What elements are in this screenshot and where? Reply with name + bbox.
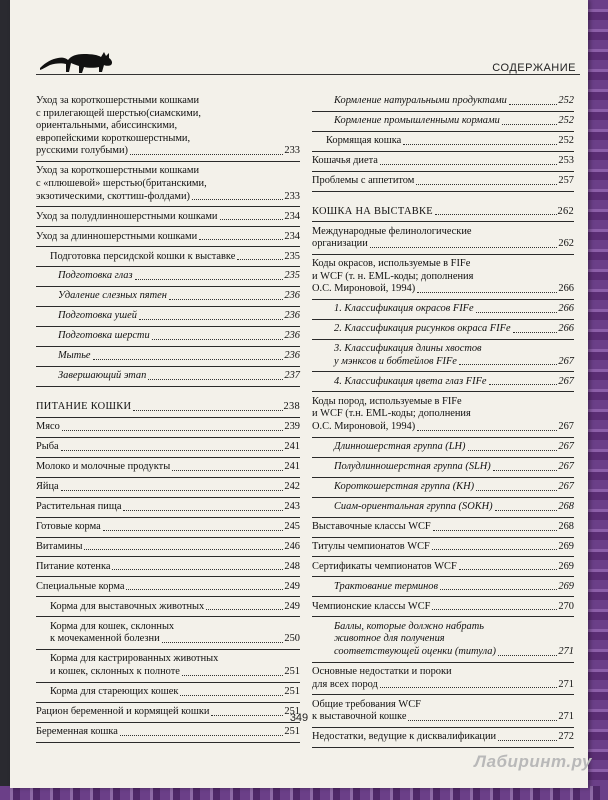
dot-leader (62, 430, 284, 431)
dot-leader (206, 609, 283, 610)
toc-entry-last-line (334, 481, 574, 494)
toc-entry-page: 266 (558, 323, 574, 335)
toc-entry-title-line: Трактование терминов (334, 580, 439, 592)
toc-entry-last-line (58, 270, 300, 283)
toc-entry (312, 396, 574, 434)
dot-leader (459, 364, 558, 365)
toc-entry-page: 267 (558, 420, 574, 432)
toc-entry-page: 243 (284, 500, 300, 512)
dot-leader (93, 359, 284, 360)
toc-entry-last-line (36, 561, 300, 574)
toc-entry-last-line (326, 135, 574, 148)
toc-entry-last-line (312, 175, 574, 188)
toc-entry-page: 267 (558, 355, 574, 367)
toc-entry (312, 135, 574, 148)
toc-entry-page: 267 (558, 480, 574, 492)
toc-entry (36, 501, 300, 514)
toc-entry-page: 251 (284, 705, 300, 717)
dot-leader (135, 279, 284, 280)
dot-leader (433, 530, 558, 531)
toc-entry-page: 266 (558, 303, 574, 315)
toc-entry-last-line (58, 290, 300, 303)
toc-entry (36, 350, 300, 363)
dot-leader (459, 569, 558, 570)
toc-entry-title-line: русскими голубыми) (36, 145, 128, 157)
toc-entry (36, 270, 300, 283)
toc-entry-title-line: 2. Классификация рисунков окраса FIFe (334, 323, 511, 335)
toc-entry-last-line (312, 283, 574, 296)
toc-entry-page: 269 (558, 540, 574, 552)
toc-entry-last-line (50, 633, 300, 646)
toc-entry-page: 268 (558, 500, 574, 512)
toc-entry-title-line: Проблемы с аппетитом (312, 174, 415, 186)
toc-entry-title-line: Растительная пища (36, 500, 122, 512)
toc-entry-title-line: Мясо (36, 420, 60, 432)
toc-entry-last-line (36, 441, 300, 454)
toc-entry-last-line (50, 666, 300, 679)
toc-entry-title-line: Подготовка ушей (58, 310, 137, 322)
toc-entry-title-line: экзотическими, скоттиш-фолдами) (36, 190, 190, 202)
toc-entry (36, 653, 300, 678)
toc-entry-title-line: Длинношерстная группа (LH) (334, 440, 466, 452)
toc-entry-page: 271 (558, 678, 574, 690)
toc-entry-title-line: и WCF (т.н. EML-коды; дополнения (312, 408, 471, 420)
toc-entry-page: 236 (284, 350, 300, 362)
toc-entry-last-line (36, 231, 300, 244)
toc-entry-last-line (36, 481, 300, 494)
toc-entry-title-line: Корма для стареющих кошек (50, 685, 179, 697)
toc-entry (36, 211, 300, 224)
toc-entry-last-line (334, 303, 574, 316)
toc-entry (312, 155, 574, 168)
book-page-edge (0, 786, 608, 800)
dot-leader (61, 490, 284, 491)
toc-entry-title-line: у мэнксов и бобтейлов FIFe (334, 355, 457, 367)
toc-entry-last-line (36, 421, 300, 434)
toc-entry (312, 731, 574, 744)
toc-entry-last-line (58, 330, 300, 343)
dot-leader (84, 549, 283, 550)
toc-entry (312, 666, 574, 691)
dot-leader (148, 379, 283, 380)
toc-entry-last-line (36, 145, 300, 158)
toc-entry-page: 262 (557, 205, 574, 217)
dot-leader (416, 184, 557, 185)
toc-entry-title-line: Уход за полудлинношерстными кошками (36, 210, 218, 222)
toc-entry (36, 521, 300, 534)
toc-entry-page: 241 (284, 460, 300, 472)
toc-entry-last-line (312, 561, 574, 574)
toc-entry (312, 601, 574, 614)
toc-entry (312, 95, 574, 108)
toc-entry-title-line: Кошачья диета (312, 154, 378, 166)
toc-entry-title-line: для всех пород (312, 678, 378, 690)
toc-entry-title-line: О.С. Мироновой, 1994) (312, 420, 416, 432)
toc-entry-page: 262 (558, 238, 574, 250)
toc-entry-title-line: к мочекаменной болезни (50, 633, 160, 645)
toc-entry-page: 270 (558, 600, 574, 612)
toc-entry (36, 481, 300, 494)
running-head: СОДЕРЖАНИЕ (492, 62, 576, 74)
toc-entry-title-line: Коды окрасов, используемые в FIFe (312, 258, 471, 270)
toc-entry-page: 269 (558, 560, 574, 572)
toc-entry-last-line (58, 310, 300, 323)
toc-entry-title-line: Питание котенка (36, 560, 111, 572)
toc-entry-title-line: Подготовка шерсти (58, 330, 150, 342)
toc-section-heading (36, 401, 300, 414)
dot-leader (130, 154, 283, 155)
toc-entry (312, 521, 574, 534)
book-binding-edge (586, 0, 608, 800)
toc-entry-title-line: европейскими короткошерстными, (36, 132, 191, 144)
toc-entry-page: 241 (284, 440, 300, 452)
dot-leader (103, 530, 284, 531)
toc-entry-title-line: и WCF (т. н. EML-коды; дополнения (312, 270, 474, 282)
toc-entry-title-line: Готовые корма (36, 520, 101, 532)
toc-entry (36, 621, 300, 646)
toc-entry-title-line: ПИТАНИЕ КОШКИ (36, 401, 132, 412)
toc-entry-title-line: Основные недостатки и пороки (312, 666, 452, 677)
toc-entry-last-line (50, 686, 300, 699)
toc-entry-title-line: 1. Классификация окрасов FIFe (334, 303, 474, 315)
toc-entry-title-line: Рацион беременной и кормящей кошки (36, 705, 210, 717)
toc-entry-page: 250 (284, 633, 300, 645)
toc-entry-title-line: ориентальными, абиссинскими, (36, 120, 178, 132)
dot-leader (192, 199, 283, 200)
toc-entry (36, 461, 300, 474)
dot-leader (468, 450, 558, 451)
toc-entry-page: 252 (558, 134, 574, 146)
toc-entry-title-line: Кормящая кошка (326, 134, 402, 146)
dot-leader (180, 695, 283, 696)
toc-entry-page: 242 (284, 480, 300, 492)
toc-entry-last-line (58, 370, 300, 383)
dot-leader (182, 675, 284, 676)
toc-entry-page: 249 (284, 600, 300, 612)
toc-entry-title-line: 4. Классификация цвета глаз FIFe (334, 375, 487, 387)
toc-entry-page: 236 (284, 290, 300, 302)
toc-entry-title-line: с «плюшевой» шерстью(британскими, (36, 177, 207, 189)
dot-leader (112, 569, 283, 570)
dot-leader (493, 470, 558, 471)
toc-entry (312, 303, 574, 316)
toc-entry (36, 95, 300, 158)
toc-entry (312, 461, 574, 474)
toc-entry-title-line: 3. Классификация длины хвостов (334, 343, 482, 355)
book-page (10, 0, 588, 788)
dot-leader (476, 312, 558, 313)
dot-leader (172, 470, 283, 471)
toc-entry-last-line (334, 323, 574, 336)
toc-entry (312, 343, 574, 368)
toc-entry (36, 310, 300, 323)
toc-entry-last-line (334, 581, 574, 594)
toc-entry-last-line (36, 581, 300, 594)
toc-entry (312, 541, 574, 554)
dot-leader (120, 735, 284, 736)
toc-entry-page: 251 (284, 666, 300, 677)
toc-entry-last-line (312, 421, 574, 434)
toc-entry-last-line (334, 376, 574, 389)
dot-leader (417, 430, 557, 431)
toc-entry-last-line (50, 251, 300, 264)
toc-entry-page: 267 (558, 460, 574, 472)
toc-entry-title-line: Специальные корма (36, 580, 125, 592)
toc-entry (36, 370, 300, 383)
toc-entry-page: 268 (558, 520, 574, 532)
toc-entry-page: 246 (284, 540, 300, 552)
toc-entry-last-line (334, 461, 574, 474)
dot-leader (169, 299, 284, 300)
dot-leader (403, 144, 557, 145)
toc-entry-last-line (36, 401, 300, 414)
toc-entry-page: 251 (284, 725, 300, 737)
toc-entry-last-line (36, 541, 300, 554)
toc-entry-page: 238 (283, 401, 300, 412)
toc-entry (36, 581, 300, 594)
dot-leader (513, 332, 558, 333)
toc-entry-last-line (36, 461, 300, 474)
toc-entry (36, 441, 300, 454)
toc-entry (312, 441, 574, 454)
header-rule (36, 74, 580, 75)
toc-entry-title-line: Завершающий этап (58, 370, 147, 382)
toc-entry (312, 258, 574, 296)
toc-entry (312, 115, 574, 128)
toc-entry-page: 234 (284, 230, 300, 242)
toc-entry-last-line (312, 679, 574, 692)
toc-entry (312, 501, 574, 514)
toc-entry-last-line (312, 731, 574, 744)
toc-entry-page: 251 (284, 685, 300, 697)
dot-leader (495, 510, 558, 511)
toc-entry-last-line (36, 211, 300, 224)
toc-entry-title-line: Корма для кошек, склонных (50, 620, 175, 632)
toc-entry-title-line: Подготовка глаз (58, 270, 133, 282)
toc-entry-title-line: Баллы, которые должно набрать (334, 620, 484, 632)
toc-entry-title-line: Уход за короткошерстными кошками (36, 165, 200, 177)
dot-leader (498, 740, 557, 741)
toc-entry-page: 239 (284, 420, 300, 432)
toc-entry-page: 235 (284, 250, 300, 262)
toc-entry (36, 251, 300, 264)
toc-entry-title-line: Витамины (36, 540, 83, 552)
toc-entry-title-line: Удаление слезных пятен (58, 290, 167, 302)
toc-entry-last-line (36, 191, 300, 204)
toc-entry-title-line: Уход за короткошерстными кошками (36, 95, 200, 106)
toc-entry-page: 234 (284, 210, 300, 222)
dot-leader (432, 549, 558, 550)
dot-leader (489, 384, 558, 385)
toc-entry-page: 252 (558, 95, 574, 106)
toc-entry-last-line (58, 350, 300, 363)
toc-entry (36, 686, 300, 699)
toc-entry-title-line: О.С. Мироновой, 1994) (312, 283, 416, 295)
dot-leader (498, 655, 557, 656)
toc-entry-title-line: Корма для выставочных животных (50, 600, 205, 612)
toc-entry (312, 621, 574, 659)
toc-entry (312, 481, 574, 494)
toc-entry-last-line (50, 601, 300, 614)
toc-entry-title-line: Молоко и молочные продукты (36, 460, 171, 472)
toc-section-heading (312, 206, 574, 219)
toc-entry (312, 175, 574, 188)
toc-entry-page: 269 (558, 580, 574, 592)
dot-leader (126, 589, 283, 590)
dot-leader (162, 642, 284, 643)
dot-leader (220, 219, 284, 220)
toc-entry-title-line: Сиам-ориентальная группа (SOKH) (334, 500, 493, 512)
toc-entry-title-line: Рыба (36, 440, 59, 452)
toc-entry (36, 290, 300, 303)
toc-entry-last-line (312, 521, 574, 534)
toc-entry-last-line (312, 155, 574, 168)
dot-leader (61, 450, 284, 451)
toc-entry-page: 257 (558, 174, 574, 186)
dot-leader (509, 104, 558, 105)
toc-entry-title-line: Кормление промышленными кормами (334, 114, 500, 126)
toc-entry-title-line: животное для получения (334, 633, 445, 645)
toc-entry-title-line: организации (312, 238, 368, 250)
toc-entry-title-line: Сертификаты чемпионатов WCF (312, 560, 457, 572)
dot-leader (152, 339, 284, 340)
toc-entry-title-line: и кошек, склонных к полноте (50, 666, 180, 677)
dot-leader (502, 124, 558, 125)
toc-entry (36, 726, 300, 739)
toc-entry-page: 233 (284, 145, 300, 157)
toc-entry (36, 165, 300, 203)
toc-left-column (36, 95, 300, 746)
dot-leader (380, 687, 558, 688)
toc-entry-title-line: Титулы чемпионатов WCF (312, 540, 430, 552)
toc-entry-page: 235 (284, 270, 300, 282)
toc-entry-last-line (312, 541, 574, 554)
toc-entry-last-line (312, 206, 574, 219)
toc-entry-page: 248 (284, 560, 300, 572)
toc-entry-last-line (36, 726, 300, 739)
toc-entry-title-line: Коды пород, используемые в FIFe (312, 395, 462, 407)
toc-entry-page: 233 (284, 190, 300, 202)
toc-entry-title-line: Короткошерстная группа (KH) (334, 480, 475, 492)
dot-leader (432, 609, 557, 610)
dot-leader (123, 510, 283, 511)
dot-leader (237, 259, 283, 260)
toc-entry-last-line (334, 501, 574, 514)
toc-entry (36, 561, 300, 574)
toc-entry-last-line (334, 115, 574, 128)
toc-entry-last-line (334, 356, 574, 369)
watermark: Лабиринт.ру (474, 752, 592, 771)
dot-leader (370, 247, 558, 248)
toc-entry-title-line: Чемпионские классы WCF (312, 600, 431, 612)
toc-entry-last-line (334, 646, 574, 659)
cat-silhouette-icon (38, 44, 116, 74)
toc-entry (312, 581, 574, 594)
toc-entry-page: 237 (284, 370, 300, 382)
toc-entry-title-line: Яйца (36, 480, 59, 492)
page-number: 349 (289, 712, 309, 724)
toc-entry-title-line: Международные фелинологические (312, 225, 472, 237)
toc-entry-last-line (334, 95, 574, 108)
toc-entry-title-line: Полудлинношерстная группа (SLH) (334, 460, 491, 472)
toc-entry-page: 271 (558, 711, 574, 723)
toc-entry-title-line: Недостатки, ведущие к дисквалификации (312, 731, 497, 743)
dot-leader (476, 490, 557, 491)
toc-entry (312, 226, 574, 251)
toc-entry (312, 376, 574, 389)
toc-entry-title-line: соответствующей оценки (титула) (334, 646, 496, 658)
dot-leader (380, 164, 558, 165)
toc-entry-title-line: Беременная кошка (36, 725, 118, 737)
toc-entry-last-line (312, 238, 574, 251)
dot-leader (435, 214, 557, 215)
toc-entry-page: 249 (284, 580, 300, 592)
toc-entry (312, 561, 574, 574)
toc-entry-page: 271 (558, 646, 574, 658)
toc-entry-page: 252 (558, 114, 574, 126)
dot-leader (139, 319, 283, 320)
toc-entry-page: 272 (558, 731, 574, 743)
toc-entry (36, 601, 300, 614)
toc-entry-page: 245 (284, 520, 300, 532)
toc-entry-last-line (334, 441, 574, 454)
toc-entry-page: 236 (284, 330, 300, 342)
dot-leader (440, 589, 557, 590)
toc-entry-page: 236 (284, 310, 300, 322)
toc-entry (36, 541, 300, 554)
toc-entry-page: 267 (558, 440, 574, 452)
toc-entry-page: 266 (558, 283, 574, 295)
toc-entry-title-line: к выставочной кошке (312, 711, 407, 723)
toc-entry-title-line: Общие требования WCF (312, 698, 421, 710)
toc-entry (36, 330, 300, 343)
toc-entry-title-line: с прилегающей шерстью(сиамскими, (36, 107, 201, 119)
toc-entry-page: 253 (558, 154, 574, 166)
toc-entry (312, 323, 574, 336)
toc-entry-last-line (36, 501, 300, 514)
toc-entry-title-line: Корма для кастрированных животных (50, 653, 219, 665)
toc-entry-last-line (312, 601, 574, 614)
toc-entry-page: 267 (558, 375, 574, 387)
toc-right-column (312, 95, 574, 751)
dot-leader (199, 239, 283, 240)
toc-entry-last-line (36, 521, 300, 534)
toc-entry-title-line: Подготовка персидской кошки к выставке (50, 250, 236, 262)
toc-entry-title-line: Выставочные классы WCF (312, 520, 431, 532)
toc-entry-title-line: Уход за длинношерстными кошками (36, 230, 198, 242)
dot-leader (133, 410, 282, 411)
toc-entry (36, 421, 300, 434)
toc-entry-title-line: КОШКА НА ВЫСТАВКЕ (312, 205, 433, 217)
toc-entry-title-line: Кормление натуральными продуктами (334, 95, 507, 106)
toc-entry-title-line: Мытье (58, 350, 91, 362)
dot-leader (417, 292, 557, 293)
toc-entry (36, 231, 300, 244)
